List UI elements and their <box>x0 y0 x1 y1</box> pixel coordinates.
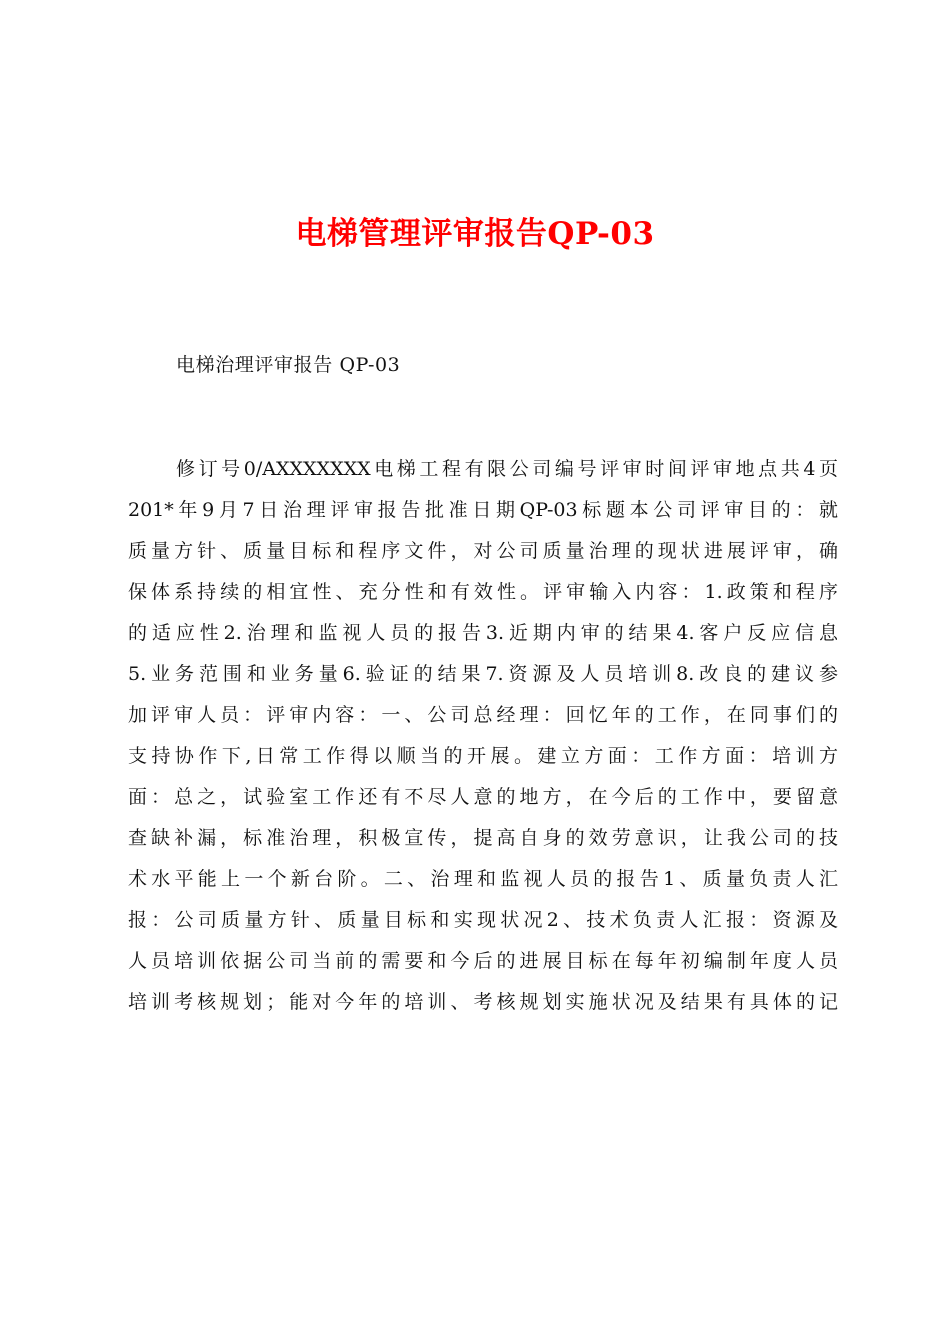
body-line: 的适应性2.治理和监视人员的报告3.近期内审的结果4.客户反应信息 <box>128 622 838 644</box>
body-line: 修订号0/AXXXXXXX电梯工程有限公司编号评审时间评审地点共4页 <box>176 458 838 480</box>
document-body <box>128 449 838 1023</box>
body-line: 培训考核规划；能对今年的培训、考核规划实施状况及结果有具体的记 <box>128 991 838 1013</box>
body-line: 支持协作下,日常工作得以顺当的开展。建立方面：工作方面：培训方 <box>128 745 838 767</box>
document-title: 电梯管理评审报告QP-03 <box>295 216 655 252</box>
body-line: 报：公司质量方针、质量目标和实现状况2、技术负责人汇报：资源及 <box>128 909 838 931</box>
body-line: 5.业务范围和业务量6.验证的结果7.资源及人员培训8.改良的建议参 <box>128 663 838 685</box>
body-line: 加评审人员：评审内容：一、公司总经理：回忆年的工作，在同事们的 <box>128 704 838 726</box>
body-line: 人员培训依据公司当前的需要和今后的进展目标在每年初编制年度人员 <box>128 950 838 972</box>
document-subtitle: 电梯治理评审报告 QP-03 <box>176 354 401 376</box>
body-line: 查缺补漏，标准治理，积极宣传，提高自身的效劳意识，让我公司的技 <box>128 827 838 849</box>
body-line: 面：总之，试验室工作还有不尽人意的地方，在今后的工作中，要留意 <box>128 786 838 808</box>
body-line: 201*年9月7日治理评审报告批准日期QP-03标题本公司评审目的：就 <box>128 499 838 521</box>
body-line: 保体系持续的相宜性、充分性和有效性。评审输入内容：1.政策和程序 <box>128 581 838 603</box>
body-line: 质量方针、质量目标和程序文件，对公司质量治理的现状进展评审，确 <box>128 540 838 562</box>
body-line: 术水平能上一个新台阶。二、治理和监视人员的报告1、质量负责人汇 <box>128 868 838 890</box>
